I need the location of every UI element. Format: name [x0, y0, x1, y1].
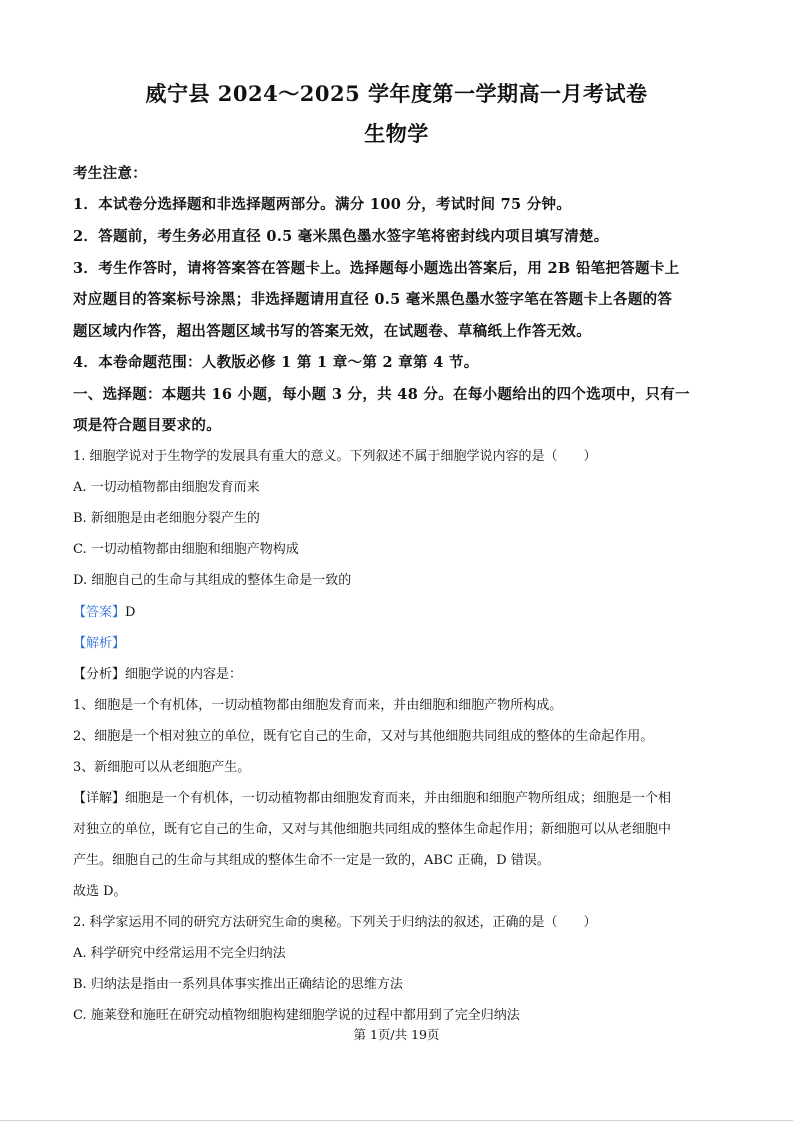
question-1-option-d: D. 细胞自己的生命与其组成的整体生命是一致的: [73, 573, 352, 588]
notice-item: 3．考生作答时，请将答案答在答题卡上。选择题每小题选出答案后，用 2B 铅笔把答题卡上: [73, 260, 680, 277]
analysis-point: 3、新细胞可以从老细胞产生。: [73, 760, 251, 775]
notice-item: 题区域内作答，超出答题区域书写的答案无效，在试题卷、草稿纸上作答无效。: [73, 323, 591, 340]
analysis-label: 【解析】: [73, 636, 126, 651]
notice-item: 对应题目的答案标号涂黑；非选择题请用直径 0.5 毫米黑色墨水签字笔在答题卡上各题的答: [73, 291, 673, 308]
analysis-detail: 【详解】细胞是一个有机体，一切动植物都由细胞发育而来，并由细胞和细胞产物所组成；细胞是一个相: [73, 791, 672, 806]
answer-value: D: [125, 605, 136, 620]
question-2-option-c: C. 施莱登和施旺在研究动植物细胞构建细胞学说的过程中都用到了完全归纳法: [73, 1008, 520, 1023]
question-1-option-b: B. 新细胞是由老细胞分裂产生的: [73, 511, 260, 526]
question-2-option-a: A. 科学研究中经常运用不完全归纳法: [73, 946, 286, 961]
question-1-stem: 1. 细胞学说对于生物学的发展具有重大的意义。下列叙述不属于细胞学说内容的是（ ）: [73, 449, 597, 464]
notice-item: 4．本卷命题范围：人教版必修 1 第 1 章～第 2 章第 4 节。: [73, 354, 479, 371]
question-1-option-c: C. 一切动植物都由细胞和细胞产物构成: [73, 542, 299, 557]
answer-label: 【答案】: [73, 605, 126, 620]
analysis-point: 2、细胞是一个相对独立的单位，既有它自己的生命，又对与其他细胞共同组成的整体的生命起作用。: [73, 729, 654, 744]
question-2-stem: 2. 科学家运用不同的研究方法研究生命的奥秘。下列关于归纳法的叙述，正确的是（ ）: [73, 915, 597, 930]
analysis-point: 1、细胞是一个有机体，一切动植物都由细胞发育而来，并由细胞和细胞产物所构成。: [73, 698, 563, 713]
analysis-detail: 产生。细胞自己的生命与其组成的整体生命不一定是一致的，ABC 正确，D 错误。: [73, 853, 550, 868]
question-2-option-b: B. 归纳法是指由一系列具体事实推出正确结论的思维方法: [73, 977, 403, 992]
section-heading-cont: 项是符合题目要求的。: [73, 417, 221, 434]
notice-heading: 考生注意：: [73, 165, 147, 182]
analysis-fenxi: 【分析】细胞学说的内容是：: [73, 667, 243, 682]
analysis-conclusion: 故选 D。: [73, 884, 127, 899]
analysis-detail: 对独立的单位，既有它自己的生命，又对与其他细胞共同组成的整体生命起作用；新细胞可以从老细胞中: [73, 822, 672, 837]
bottom-rule: [0, 1120, 793, 1121]
notice-item: 1．本试卷分选择题和非选择题两部分。满分 100 分，考试时间 75 分钟。: [73, 196, 572, 213]
page-footer: 第 1页/共 19页: [353, 1027, 440, 1042]
exam-title: 威宁县 2024～2025 学年度第一学期高一月考试卷: [145, 81, 648, 106]
exam-subject: 生物学: [364, 121, 429, 146]
question-1-answer: [73, 601, 723, 620]
question-1-option-a: A. 一切动植物都由细胞发育而来: [73, 480, 260, 495]
notice-item: 2．答题前，考生务必用直径 0.5 毫米黑色墨水签字笔将密封线内项目填写清楚。: [73, 228, 609, 245]
section-heading: 一、选择题：本题共 16 小题，每小题 3 分，共 48 分。在每小题给出的四个选项中，只有一: [73, 386, 690, 403]
